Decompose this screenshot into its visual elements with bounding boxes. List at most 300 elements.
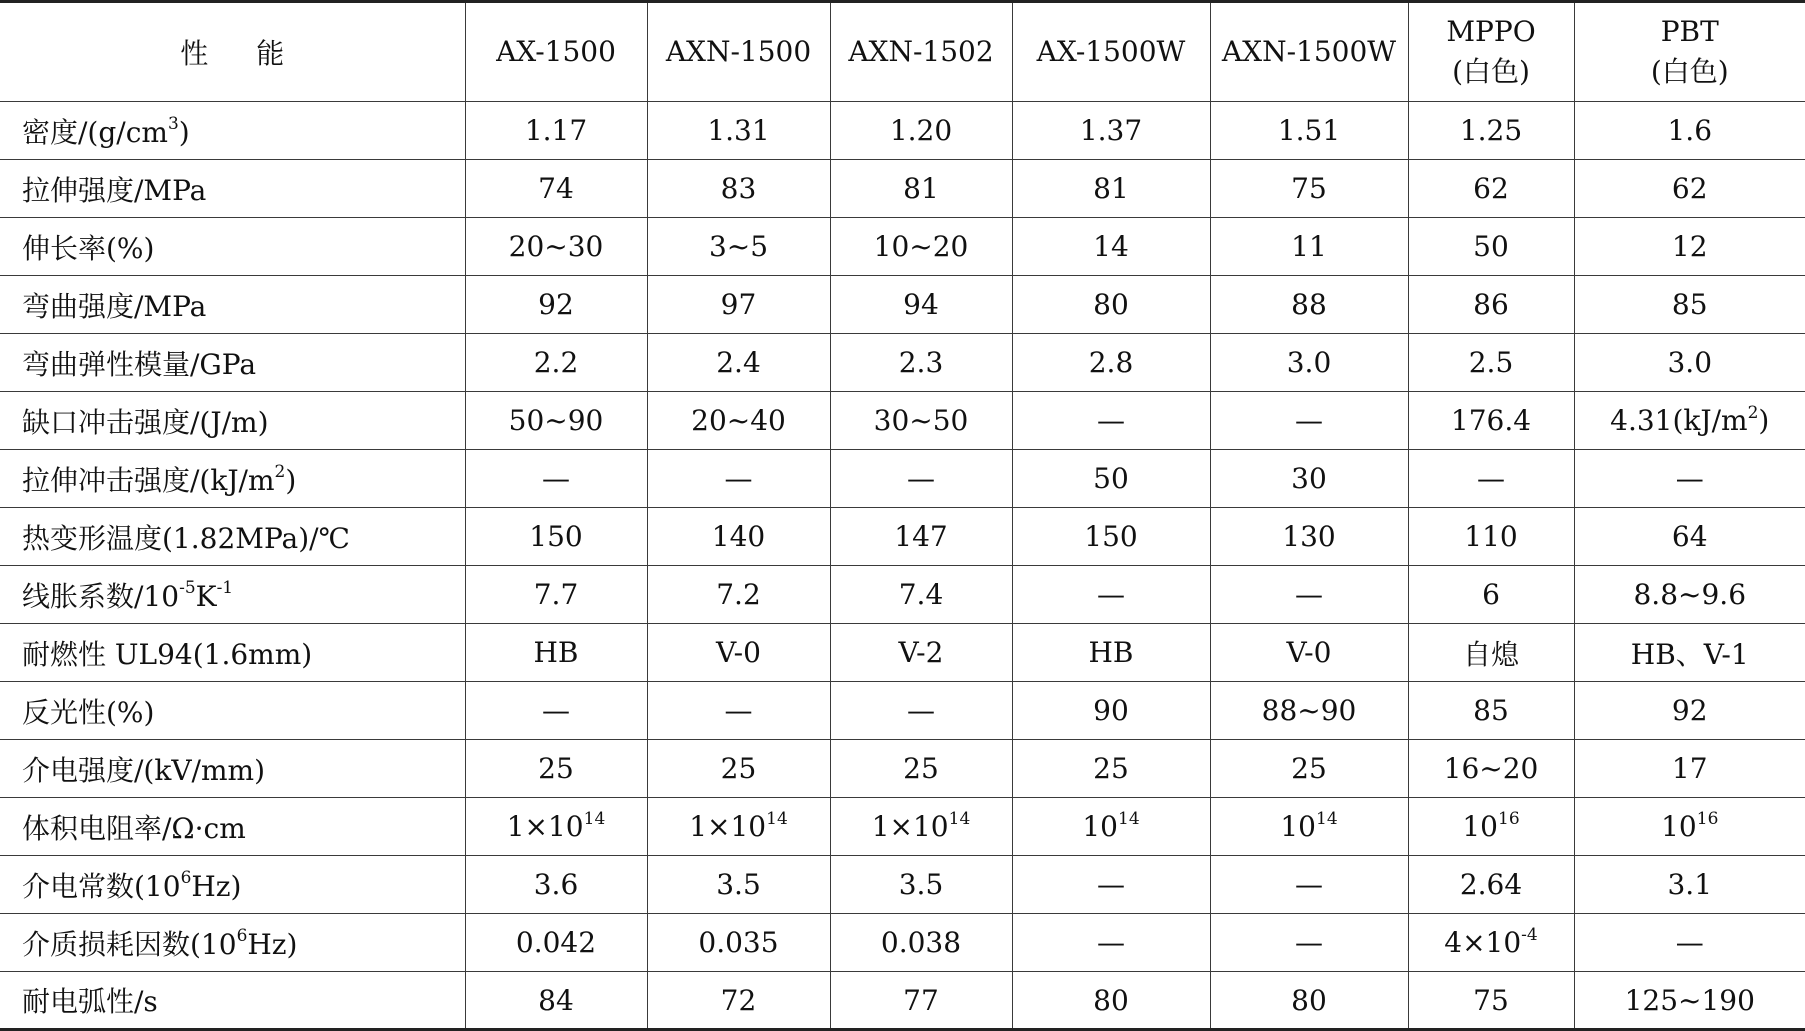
value-cell (647, 972, 830, 1030)
value-cell (1574, 102, 1805, 160)
value-cell-text: 3~5 (708, 230, 769, 263)
value-cell-text: 25 (1291, 752, 1327, 785)
value-cell-text: 25 (903, 752, 939, 785)
value-cell-text: 110 (1464, 520, 1518, 553)
table-header (0, 2, 1805, 102)
value-cell-text: — (1097, 926, 1125, 959)
value-cell-text: 62 (1473, 172, 1509, 205)
value-cell (1574, 856, 1805, 914)
value-cell-text: 176.4 (1450, 404, 1532, 437)
value-cell-text: 7.2 (716, 578, 761, 611)
value-cell-text: 64 (1671, 520, 1708, 553)
value-cell-text: 7.7 (533, 578, 579, 611)
header-col-5 (1210, 2, 1408, 102)
value-cell-text: 85 (1671, 288, 1708, 321)
value-cell (1574, 972, 1805, 1030)
value-cell-text: 25 (1093, 752, 1129, 785)
value-cell-text: 3.0 (1667, 346, 1713, 379)
value-cell (647, 682, 830, 740)
property-label-suffix: Hz) (191, 869, 242, 903)
property-label (0, 218, 465, 276)
value-cell-text: 1×10 (506, 810, 584, 843)
value-cell-text: 0.042 (515, 926, 597, 959)
property-label-superscript-2: -1 (216, 578, 234, 599)
value-cell (1408, 276, 1574, 334)
value-cell (1408, 508, 1574, 566)
value-cell (1408, 334, 1574, 392)
value-cell (830, 276, 1012, 334)
value-cell (647, 450, 830, 508)
property-label (0, 102, 465, 160)
property-label-suffix: ) (178, 115, 190, 149)
table-row (0, 334, 1805, 392)
value-cell (1408, 972, 1574, 1030)
property-label-text: 弯曲弹性模量/GPa (22, 347, 257, 381)
value-cell (1012, 798, 1210, 856)
value-cell (465, 624, 647, 682)
value-cell-text: 2.2 (533, 346, 579, 379)
value-cell-text: 4.31(kJ/m (1610, 404, 1748, 437)
value-cell-text: 20~30 (508, 230, 604, 263)
table-row (0, 682, 1805, 740)
value-cell (830, 682, 1012, 740)
value-cell (465, 508, 647, 566)
value-cell-text: 1.31 (707, 114, 770, 147)
value-cell (465, 740, 647, 798)
value-cell (1210, 334, 1408, 392)
value-cell (647, 566, 830, 624)
value-cell (1408, 914, 1574, 972)
value-cell-superscript: 14 (1118, 808, 1140, 829)
table-row (0, 102, 1805, 160)
value-cell-text: 11 (1291, 230, 1327, 263)
value-cell-text: 86 (1473, 288, 1509, 321)
value-cell (465, 218, 647, 276)
value-cell (647, 798, 830, 856)
property-label-text: 反光性(%) (22, 695, 155, 729)
property-label (0, 798, 465, 856)
table-row (0, 218, 1805, 276)
value-cell (1012, 914, 1210, 972)
value-cell (1012, 102, 1210, 160)
value-cell (1012, 160, 1210, 218)
property-label (0, 276, 465, 334)
header-col-2-line1: AXN-1500 (665, 35, 812, 68)
property-label-suffix: K (195, 579, 217, 613)
value-cell-text: 10 (1280, 810, 1316, 843)
header-col-7-line1: PBT (1660, 15, 1719, 48)
value-cell (1574, 566, 1805, 624)
value-cell-text: 1×10 (689, 810, 767, 843)
value-cell-text: 10 (1462, 810, 1498, 843)
property-label-text: 介电常数(10 (22, 869, 181, 903)
value-cell (1210, 624, 1408, 682)
property-label (0, 160, 465, 218)
value-cell (1210, 740, 1408, 798)
value-cell-text: 80 (1093, 288, 1129, 321)
value-cell (1408, 102, 1574, 160)
property-label-suffix: ) (285, 463, 297, 497)
value-cell (647, 276, 830, 334)
value-cell-text: 72 (720, 983, 757, 1017)
value-cell (830, 392, 1012, 450)
value-cell (647, 740, 830, 798)
value-cell-text: 10 (1082, 810, 1118, 843)
property-label-text: 耐电弧性/s (22, 985, 158, 1018)
value-cell (465, 682, 647, 740)
value-cell (1574, 218, 1805, 276)
property-label (0, 450, 465, 508)
property-label-text: 密度/(g/cm (22, 115, 168, 149)
header-col-1 (465, 2, 647, 102)
value-cell (1012, 740, 1210, 798)
property-label-text: 拉伸冲击强度/(kJ/m (22, 463, 275, 497)
property-label-text: 介质损耗因数(10 (22, 927, 237, 961)
value-cell (1408, 392, 1574, 450)
value-cell-text: 3.1 (1667, 868, 1713, 901)
value-cell (1574, 450, 1805, 508)
value-cell (1574, 740, 1805, 798)
table-row (0, 798, 1805, 856)
property-label-text: 拉伸强度/MPa (22, 173, 207, 207)
header-col-2 (647, 2, 830, 102)
value-cell-text: 77 (903, 983, 939, 1017)
property-label (0, 972, 465, 1030)
value-cell-text: 1.37 (1079, 114, 1143, 147)
value-cell (1408, 160, 1574, 218)
value-cell-text: 150 (529, 520, 583, 553)
value-cell-text: 3.6 (533, 868, 579, 901)
value-cell (830, 218, 1012, 276)
value-cell (830, 624, 1012, 682)
value-cell-text: 81 (1093, 172, 1129, 205)
value-cell (1408, 566, 1574, 624)
property-label-text: 介电强度/(kV/mm) (22, 753, 266, 787)
header-col-7 (1574, 2, 1805, 102)
value-cell-text: 84 (538, 983, 574, 1017)
value-cell-superscript: 16 (1696, 808, 1719, 829)
value-cell (1210, 160, 1408, 218)
table-row (0, 740, 1805, 798)
value-cell-text: — (907, 462, 935, 495)
value-cell (830, 740, 1012, 798)
value-cell-text: — (542, 694, 570, 727)
property-label (0, 624, 465, 682)
property-label (0, 334, 465, 392)
value-cell-text: — (1675, 926, 1704, 959)
value-cell (1012, 508, 1210, 566)
value-cell (647, 334, 830, 392)
value-cell-text: 25 (538, 752, 574, 785)
value-cell (1012, 276, 1210, 334)
table-body (0, 102, 1805, 1030)
value-cell-superscript: 14 (766, 808, 788, 829)
table-row (0, 624, 1805, 682)
value-cell-text: 自熄 (1462, 637, 1519, 671)
value-cell-text: — (1477, 462, 1505, 495)
value-cell (1408, 798, 1574, 856)
value-cell-text: 1.6 (1667, 114, 1713, 147)
header-col-4 (1012, 2, 1210, 102)
value-cell-text: — (1295, 868, 1323, 901)
value-cell-text: 25 (720, 752, 757, 785)
header-col-1-line1: AX-1500 (496, 35, 616, 68)
value-cell-text: 75 (1473, 983, 1509, 1017)
value-cell (830, 798, 1012, 856)
header-property: 性能 (0, 2, 465, 102)
value-cell-text: 140 (711, 520, 766, 553)
value-cell-text: 147 (894, 520, 948, 553)
value-cell-text: 94 (903, 288, 939, 321)
property-label-superscript: 2 (274, 462, 286, 483)
value-cell-text: 7.4 (898, 578, 944, 611)
value-cell-text: V-0 (1286, 636, 1332, 669)
property-label-superscript: -5 (179, 578, 196, 599)
value-cell-text: 1.17 (524, 114, 588, 147)
value-cell (1408, 624, 1574, 682)
value-cell-text: 30 (1291, 462, 1327, 495)
property-label (0, 682, 465, 740)
value-cell (1408, 450, 1574, 508)
value-cell (1012, 218, 1210, 276)
value-cell-text: 8.8~9.6 (1633, 578, 1747, 611)
value-cell (1012, 450, 1210, 508)
value-cell-text: 97 (720, 288, 757, 321)
value-cell-text: 2.4 (716, 346, 761, 379)
value-cell-text: 74 (538, 172, 574, 205)
value-cell-text: — (1295, 578, 1323, 611)
value-cell-text: 80 (1093, 983, 1129, 1017)
property-label-text: 体积电阻率/Ω·cm (22, 811, 246, 845)
value-cell-text: 2.64 (1459, 868, 1523, 901)
header-col-6-line2: (白色) (1452, 55, 1530, 88)
value-cell-text: V-0 (716, 636, 761, 669)
value-cell-text: 92 (1671, 694, 1708, 727)
value-cell-text: HB、V-1 (1630, 637, 1749, 671)
value-cell-text: 0.038 (880, 926, 962, 959)
value-cell-text: 3.5 (716, 868, 761, 901)
value-cell (1210, 972, 1408, 1030)
value-cell-text: 17 (1671, 752, 1708, 785)
value-cell-text: 150 (1084, 520, 1138, 553)
value-cell-text: — (1295, 404, 1323, 437)
property-label-text: 耐燃性 UL94(1.6mm) (22, 637, 313, 671)
value-cell-text: 88~90 (1261, 694, 1357, 727)
value-cell (465, 450, 647, 508)
table-row (0, 160, 1805, 218)
table-row (0, 392, 1805, 450)
value-cell (647, 508, 830, 566)
value-cell (830, 856, 1012, 914)
table-row (0, 972, 1805, 1030)
header-col-3-line1: AXN-1502 (848, 35, 994, 68)
value-cell (1574, 276, 1805, 334)
value-cell-text: 1.25 (1459, 114, 1523, 147)
value-cell (1210, 566, 1408, 624)
value-cell-superscript: 14 (1316, 808, 1338, 829)
header-col-6-line1: MPPO (1446, 15, 1536, 48)
value-cell (1210, 914, 1408, 972)
value-cell (647, 624, 830, 682)
property-label-text: 伸长率(%) (22, 231, 155, 265)
value-cell-text: 50 (1473, 230, 1509, 263)
value-cell (1574, 624, 1805, 682)
value-cell (647, 856, 830, 914)
value-cell (1210, 276, 1408, 334)
value-cell-text: 4×10 (1444, 926, 1522, 959)
value-cell (647, 218, 830, 276)
value-cell (465, 392, 647, 450)
value-cell-text: — (724, 694, 753, 727)
value-cell (1574, 798, 1805, 856)
value-cell-text: 14 (1093, 230, 1129, 263)
value-cell (1012, 566, 1210, 624)
table-row (0, 508, 1805, 566)
value-cell (1408, 856, 1574, 914)
value-cell (465, 914, 647, 972)
value-cell-superscript: 14 (583, 808, 606, 829)
value-cell-text: — (724, 462, 753, 495)
value-cell-text: 50 (1093, 462, 1129, 495)
value-cell (647, 392, 830, 450)
value-cell-text: 92 (538, 288, 574, 321)
table-row (0, 450, 1805, 508)
value-cell (1012, 334, 1210, 392)
value-cell-text: — (907, 694, 935, 727)
value-cell-text: 1.51 (1277, 114, 1341, 147)
value-cell-text: 81 (903, 172, 939, 205)
property-label (0, 392, 465, 450)
value-cell-text: 125~190 (1624, 983, 1755, 1017)
value-cell (465, 972, 647, 1030)
value-cell (647, 102, 830, 160)
value-cell-text: V-2 (898, 636, 944, 669)
value-cell (1012, 624, 1210, 682)
value-cell (647, 914, 830, 972)
value-cell-text: — (1675, 462, 1704, 495)
property-label-superscript: 6 (180, 868, 192, 889)
property-label-superscript: 6 (236, 926, 248, 947)
value-cell (1408, 682, 1574, 740)
property-label-text: 缺口冲击强度/(J/m) (22, 405, 269, 439)
value-cell (465, 566, 647, 624)
value-cell-suffix: ) (1758, 404, 1770, 437)
value-cell (830, 334, 1012, 392)
value-cell (1408, 740, 1574, 798)
value-cell-text: HB (533, 636, 579, 669)
value-cell (465, 798, 647, 856)
value-cell-text: 3.0 (1286, 346, 1332, 379)
value-cell (1574, 508, 1805, 566)
property-label-text: 弯曲强度/MPa (22, 289, 207, 323)
value-cell-text: 6 (1482, 578, 1500, 611)
value-cell (1210, 102, 1408, 160)
header-row (0, 2, 1805, 102)
value-cell (1012, 856, 1210, 914)
value-cell (830, 160, 1012, 218)
header-col-4-line1: AX-1500W (1036, 35, 1186, 68)
value-cell-text: 130 (1282, 520, 1336, 553)
value-cell-text: 88 (1291, 288, 1327, 321)
value-cell (830, 972, 1012, 1030)
value-cell (1408, 218, 1574, 276)
value-cell-text: 16~20 (1443, 752, 1539, 785)
value-cell-text: HB (1088, 636, 1134, 669)
value-cell-text: 12 (1671, 230, 1708, 263)
value-cell (1574, 392, 1805, 450)
value-cell-text: 83 (720, 172, 757, 205)
value-cell-text: 75 (1291, 172, 1327, 205)
value-cell-text: 2.3 (898, 346, 944, 379)
value-cell-text: — (542, 462, 570, 495)
value-cell (1574, 914, 1805, 972)
table-row (0, 914, 1805, 972)
header-col-3 (830, 2, 1012, 102)
value-cell (1210, 682, 1408, 740)
value-cell (465, 276, 647, 334)
value-cell-text: 20~40 (691, 404, 786, 437)
property-label (0, 508, 465, 566)
value-cell (1210, 508, 1408, 566)
value-cell (830, 914, 1012, 972)
value-cell-text: 3.5 (898, 868, 944, 901)
value-cell-text: 2.5 (1468, 346, 1514, 379)
value-cell-text: 10 (1661, 810, 1697, 843)
property-label-superscript: 3 (167, 114, 179, 135)
value-cell (1210, 392, 1408, 450)
value-cell (1574, 334, 1805, 392)
value-cell (1210, 856, 1408, 914)
value-cell-text: 1×10 (871, 810, 949, 843)
value-cell-superscript: 14 (948, 808, 971, 829)
value-cell (1574, 160, 1805, 218)
property-label (0, 914, 465, 972)
value-cell (465, 334, 647, 392)
table-row (0, 566, 1805, 624)
header-col-7-line2: (白色) (1650, 55, 1729, 88)
value-cell (1012, 972, 1210, 1030)
table-row (0, 276, 1805, 334)
value-cell (465, 102, 647, 160)
property-label (0, 856, 465, 914)
property-label-suffix: Hz) (247, 927, 298, 961)
value-cell (830, 102, 1012, 160)
value-cell (1574, 682, 1805, 740)
value-cell-text: — (1097, 578, 1125, 611)
value-cell (465, 856, 647, 914)
value-cell-text: 80 (1291, 983, 1327, 1017)
value-cell (1012, 392, 1210, 450)
value-cell (830, 450, 1012, 508)
value-cell-text: 85 (1473, 694, 1509, 727)
property-label (0, 566, 465, 624)
value-cell-text: — (1295, 926, 1323, 959)
value-cell (830, 508, 1012, 566)
value-cell (830, 566, 1012, 624)
value-cell (465, 160, 647, 218)
value-cell (1210, 450, 1408, 508)
value-cell (1210, 798, 1408, 856)
value-cell-text: 50~90 (508, 404, 604, 437)
value-cell (647, 160, 830, 218)
header-col-6 (1408, 2, 1574, 102)
value-cell-text: — (1097, 868, 1125, 901)
value-cell-superscript: -4 (1521, 924, 1538, 945)
value-cell (1210, 218, 1408, 276)
value-cell-text: 62 (1671, 172, 1708, 205)
value-cell-text: 90 (1093, 694, 1129, 727)
value-cell-text: 10~20 (873, 230, 969, 263)
